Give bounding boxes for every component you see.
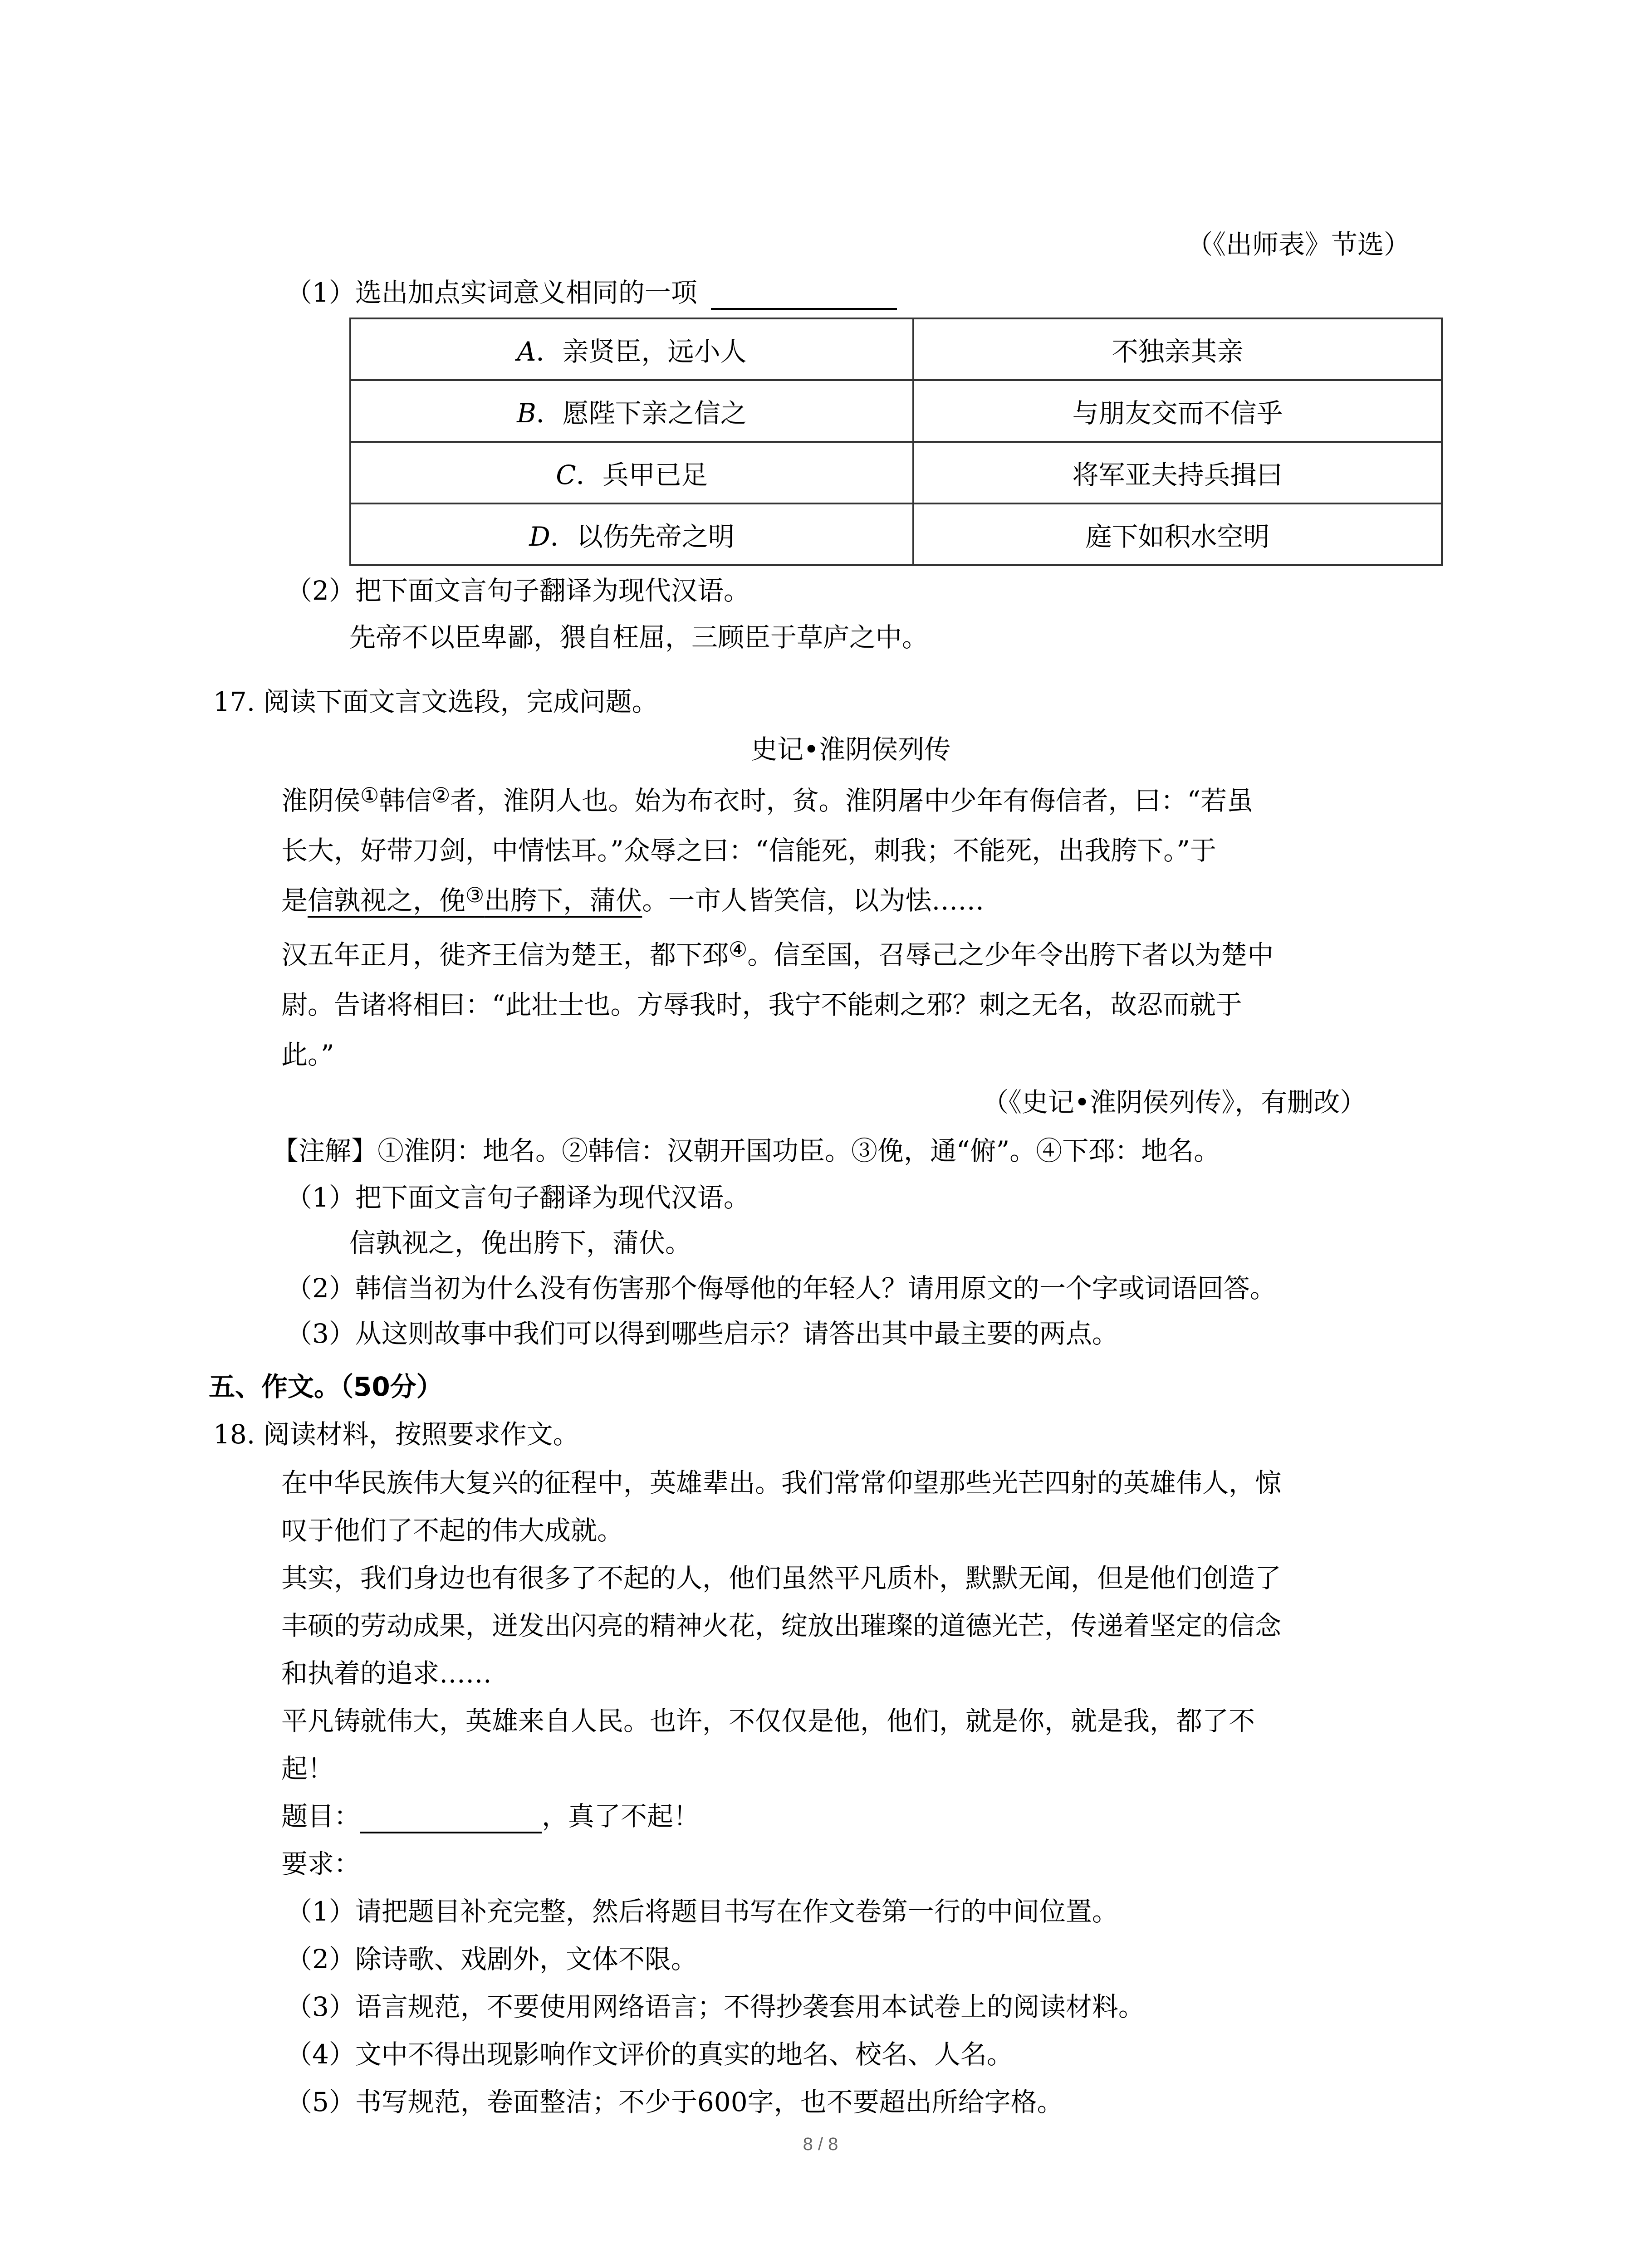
option-right: 将军亚夫持兵揖曰 (913, 442, 1442, 503)
requirement-item: （4）文中不得出现影响作文评价的真实的地名、校名、人名。 (286, 2039, 1013, 2070)
title-blank[interactable] (360, 1801, 542, 1833)
option-left: D．以伤先帝之明 (350, 503, 913, 565)
material-line: 在中华民族伟大复兴的征程中，英雄辈出。我们常常仰望那些光芒四射的英雄伟人，惊 (281, 1467, 1282, 1498)
annotation-note: 【注解】①淮阴：地名。②韩信：汉朝开国功臣。③俛，通“俯”。④下邳：地名。 (272, 1135, 1220, 1166)
requirement-item: （3）语言规范，不要使用网络语言；不得抄袭套用本试卷上的阅读材料。 (286, 1991, 1145, 2022)
option-right: 庭下如积水空明 (913, 503, 1442, 565)
requirement-item: （2）除诗歌、戏剧外，文体不限。 (286, 1944, 697, 1975)
option-left: A．亲贤臣，远小人 (350, 318, 913, 380)
requirements-label: 要求： (281, 1848, 361, 1879)
material-line: 平凡铸就伟大，英雄来自人民。也许，不仅仅是他，他们，就是你，就是我，都了不 (281, 1706, 1255, 1736)
table-row (350, 318, 1442, 380)
passage-title: 史记•淮阴侯列传 (751, 734, 951, 765)
q17-sub1-sentence: 信孰视之，俛出胯下，蒲伏。 (349, 1227, 692, 1258)
passage-line: 是信孰视之，俛③出胯下，蒲伏。一市人皆笑信，以为怯…… (281, 883, 985, 916)
table-row (350, 442, 1442, 503)
q16-sub2-sentence: 先帝不以臣卑鄙，猥自枉屈，三顾臣于草庐之中。 (349, 622, 929, 653)
passage-line: 尉。告诸将相曰：“此壮士也。方辱我时，我宁不能刺之邪？刺之无名，故忍而就于 (281, 989, 1242, 1020)
material-line: 和执着的追求…… (281, 1658, 492, 1689)
option-right: 与朋友交而不信乎 (913, 380, 1442, 442)
page-number: 8 / 8 (803, 2134, 838, 2154)
q18-stem: 18. 阅读材料，按照要求作文。 (213, 1419, 579, 1450)
table-row (350, 503, 1442, 565)
material-line: 叹于他们了不起的伟大成就。 (281, 1515, 624, 1546)
q16-sub2: （2）把下面文言句子翻译为现代汉语。 (286, 575, 750, 606)
underlined-sentence: 信孰视之，俛③出胯下，蒲伏 (308, 883, 642, 916)
source-citation: （《出师表》节选） (1186, 229, 1411, 260)
passage-source: （《史记•淮阴侯列传》，有删改） (982, 1087, 1367, 1118)
q17-stem: 17. 阅读下面文言文选段，完成问题。 (213, 686, 658, 717)
essay-title-line: 题目： ，真了不起！ (281, 1795, 700, 1833)
table-row (350, 380, 1442, 442)
option-left: C．兵甲已足 (350, 442, 913, 503)
requirement-item: （5）书写规范，卷面整洁；不少于600字，也不要超出所给字格。 (286, 2087, 1063, 2117)
passage-line: 长大，好带刀剑，中情怯耳。”众辱之曰：“信能死，刺我；不能死，出我胯下。”于 (281, 835, 1216, 866)
option-left: B．愿陛下亲之信之 (350, 380, 913, 442)
q17-sub2: （2）韩信当初为什么没有伤害那个侮辱他的年轻人？请用原文的一个字或词语回答。 (286, 1273, 1276, 1304)
answer-blank[interactable] (711, 277, 897, 310)
material-line: 丰硕的劳动成果，迸发出闪亮的精神火花，绽放出璀璨的道德光芒，传递着坚定的信念 (281, 1610, 1282, 1641)
q16-sub1-text: （1）选出加点实词意义相同的一项 (286, 277, 697, 308)
material-line: 起！ (281, 1753, 334, 1784)
q17-sub1: （1）把下面文言句子翻译为现代汉语。 (286, 1182, 750, 1213)
passage-line: 此。” (281, 1039, 334, 1070)
q16-sub1 (286, 271, 897, 310)
section-heading: 五、作文。（50分） (209, 1371, 443, 1402)
requirement-item: （1）请把题目补充完整，然后将题目书写在作文卷第一行的中间位置。 (286, 1896, 1118, 1927)
q17-sub3: （3）从这则故事中我们可以得到哪些启示？请答出其中最主要的两点。 (286, 1318, 1118, 1349)
passage-line: 汉五年正月，徙齐王信为楚王，都下邳④。信至国，召辱己之少年令出胯下者以为楚中 (281, 937, 1274, 970)
options-table (349, 318, 1443, 566)
option-right: 不独亲其亲 (913, 318, 1442, 380)
material-line: 其实，我们身边也有很多了不起的人，他们虽然平凡质朴，默默无闻，但是他们创造了 (281, 1563, 1282, 1593)
passage-line: 淮阴侯①韩信②者，淮阴人也。始为布衣时，贫。淮阴屠中少年有侮信者，曰：“若虽 (281, 783, 1254, 816)
